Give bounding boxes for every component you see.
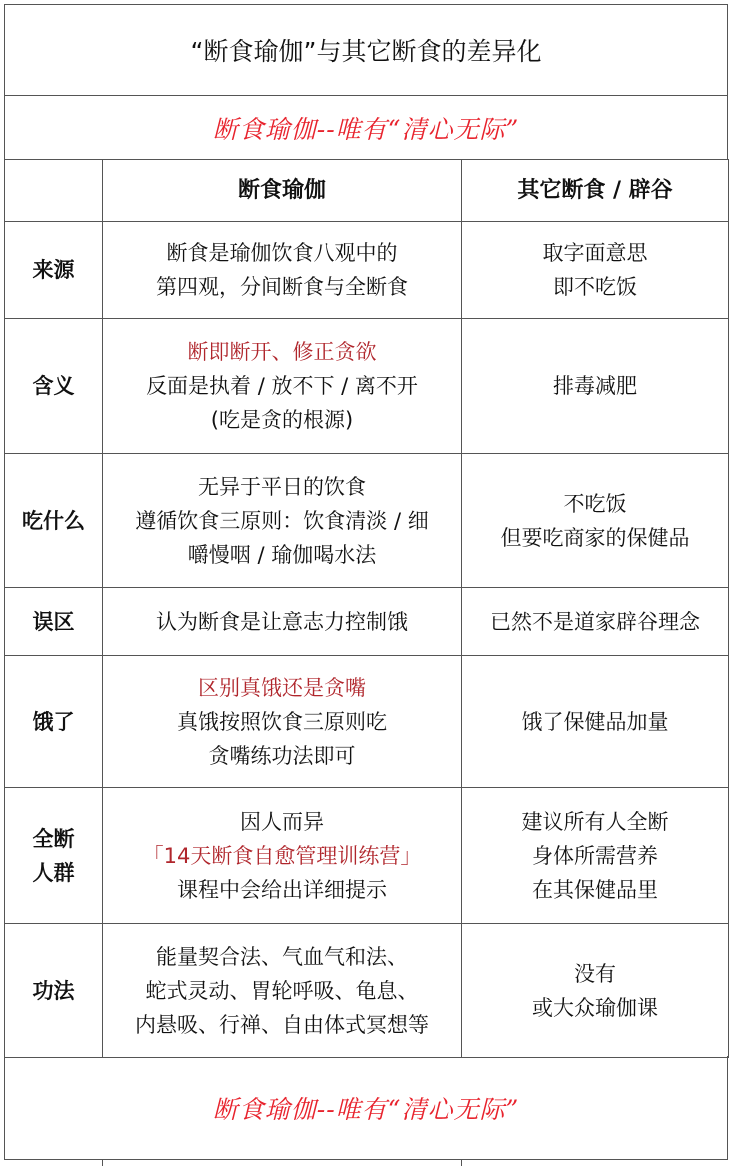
yoga-fasting-cell-line: 真饿按照饮食三原则吃 [177,709,387,734]
other-fasting-cell [462,924,729,1058]
row-label-line: 人群 [32,860,75,885]
table-row [5,454,729,588]
yoga-fasting-cell-line: 「14天断食自愈管理训练营」 [142,843,422,868]
row-label-line: 功法 [32,978,75,1003]
other-fasting-cell [462,454,729,588]
yoga-fasting-cell-line: 因人而异 [240,809,324,834]
row-label [5,588,103,656]
other-fasting-cell-line: 在其保健品里 [532,877,658,902]
other-fasting-cell-line: 或大众瑜伽课 [532,995,658,1020]
yoga-fasting-cell [103,788,462,924]
yoga-fasting-cell-line: 课程中会给出详细提示 [177,877,387,902]
yoga-fasting-cell-line: 能量契合法、气血气和法、 [156,944,408,969]
comparison-table [4,159,729,1058]
column-divider-tick [102,1160,103,1166]
page-title: “断食瑜伽”与其它断食的差异化 [4,4,728,96]
yoga-fasting-cell [103,924,462,1058]
yoga-fasting-cell [103,588,462,656]
yoga-fasting-cell-line: (吃是贪的根源) [210,408,354,432]
other-fasting-cell-line: 不吃饭 [563,491,627,516]
row-label-line: 饿了 [32,709,75,734]
row-label [5,924,103,1058]
yoga-fasting-cell-line: 区别真饿还是贪嘴 [198,675,366,700]
yoga-fasting-cell [103,319,462,454]
header-other-fasting: 其它断食 / 辟谷 [462,160,729,222]
other-fasting-cell [462,788,729,924]
yoga-fasting-cell-line: 贪嘴练功法即可 [208,743,356,768]
row-label-line: 全断 [32,826,75,851]
row-label [5,454,103,588]
footer-slogan: 断食瑜伽--唯有“清心无际” [4,1056,728,1160]
row-label [5,656,103,788]
other-fasting-cell-line: 即不吃饭 [553,275,637,299]
yoga-fasting-cell-line: 认为断食是让意志力控制饿 [156,609,408,634]
yoga-fasting-cell-line: 遵循饮食三原则：饮食清淡 / 细 [135,508,429,533]
other-fasting-cell [462,222,729,319]
row-label [5,319,103,454]
yoga-fasting-cell-line: 第四观，分间断食与全断食 [156,275,408,299]
yoga-fasting-cell-line: 反面是执着 / 放不下 / 离不开 [146,374,418,398]
row-label-line: 误区 [32,609,75,634]
other-fasting-cell-line: 取字面意思 [542,241,648,265]
other-fasting-cell-line: 建议所有人全断 [521,809,669,834]
comparison-table-body [5,160,729,1058]
table-row [5,319,729,454]
other-fasting-cell [462,656,729,788]
yoga-fasting-cell-line: 无异于平日的饮食 [198,474,366,499]
row-label [5,788,103,924]
other-fasting-cell [462,319,729,454]
row-label-line: 含义 [32,374,75,398]
other-fasting-cell-line: 没有 [574,961,616,986]
table-row [5,788,729,924]
other-fasting-cell-line: 已然不是道家辟谷理念 [490,609,700,634]
table-row [5,656,729,788]
header-yoga-fasting: 断食瑜伽 [103,160,462,222]
header-corner-cell [5,160,103,222]
yoga-fasting-cell-line: 蛇式灵动、胃轮呼吸、龟息、 [145,978,419,1003]
column-divider-tick [461,1160,462,1166]
row-label-line: 来源 [32,258,75,282]
table-row [5,924,729,1058]
yoga-fasting-cell-line: 断食是瑜伽饮食八观中的 [166,241,398,265]
other-fasting-cell-line: 排毒减肥 [553,374,637,398]
table-header-row [5,160,729,222]
yoga-fasting-cell [103,454,462,588]
table-row [5,588,729,656]
other-fasting-cell [462,588,729,656]
yoga-fasting-cell-line: 内悬吸、行禅、自由体式冥想等 [135,1012,429,1037]
row-label [5,222,103,319]
yoga-fasting-cell-line: 嚼慢咽 / 瑜伽喝水法 [187,542,377,567]
table-row [5,222,729,319]
other-fasting-cell-line: 但要吃商家的保健品 [500,525,690,550]
slogan-banner: 断食瑜伽--唯有“清心无际” [4,96,728,159]
yoga-fasting-cell-line: 断即断开、修正贪欲 [187,340,377,364]
yoga-fasting-cell [103,222,462,319]
yoga-fasting-cell [103,656,462,788]
row-label-line: 吃什么 [22,508,85,533]
other-fasting-cell-line: 饿了保健品加量 [521,709,669,734]
other-fasting-cell-line: 身体所需营养 [532,843,658,868]
